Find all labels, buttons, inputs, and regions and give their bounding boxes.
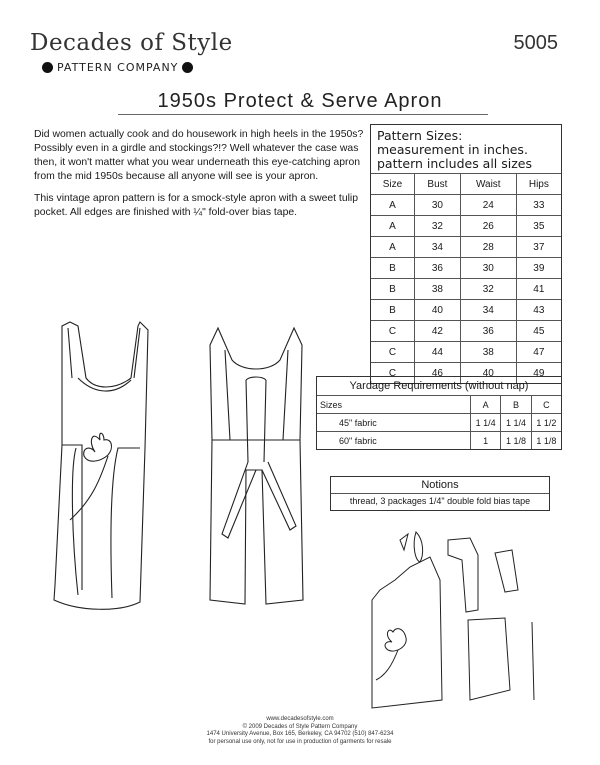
notions-text: thread, 3 packages 1/4" double fold bias tape (349, 496, 531, 506)
pattern-number: 5005 (513, 32, 558, 54)
table-cell: 26 (460, 216, 516, 237)
table-cell: 40 (415, 300, 461, 321)
table-cell: 42 (415, 321, 461, 342)
table-cell: 43 (516, 300, 561, 321)
brand-name: Decades of Style (30, 30, 233, 56)
table-cell: A (371, 195, 415, 216)
table-cell: C (371, 363, 415, 384)
table-cell: 39 (516, 258, 561, 279)
table-cell: B (371, 279, 415, 300)
table-cell: 1 1/2 (531, 414, 561, 432)
yardage-title: Yardage Requirements (without nap) (317, 377, 561, 396)
pattern-pieces (372, 532, 534, 708)
footer-notice: for personal use only, not for use in production of garments for resale (208, 738, 392, 745)
table-cell: 40 (460, 363, 516, 384)
page-title: 1950s Protect & Serve Apron (157, 90, 443, 112)
table-cell: 1 1/4 (501, 414, 531, 432)
sizes-heading-line: measurement in inches. (377, 142, 528, 157)
footer (0, 716, 600, 746)
table-cell: A (371, 216, 415, 237)
column-header: C (531, 396, 561, 414)
footer-copyright: © 2009 Decades of Style Pattern Company (242, 723, 358, 730)
table-cell: C (371, 321, 415, 342)
table-cell: 60" fabric (317, 432, 471, 450)
table-cell: 33 (516, 195, 561, 216)
table-cell: 38 (415, 279, 461, 300)
table-cell: 32 (460, 279, 516, 300)
table-cell: 41 (516, 279, 561, 300)
brand-sub-label: PATTERN COMPANY (57, 61, 179, 74)
table-cell: 45 (516, 321, 561, 342)
intro-paragraph: This vintage apron pattern is for a smock-style apron with a sweet tulip pocket. All edges are finished with ¼" fold-over bias tape. (34, 193, 358, 218)
sizes-heading-line: Pattern Sizes: (377, 128, 463, 143)
table-cell: 44 (415, 342, 461, 363)
column-header: Waist (460, 174, 516, 195)
table-cell: 45" fabric (317, 414, 471, 432)
table-cell: 37 (516, 237, 561, 258)
table-cell: 32 (415, 216, 461, 237)
apron-back-view (210, 328, 303, 604)
table-cell: 34 (460, 300, 516, 321)
table-cell: A (371, 237, 415, 258)
table-cell: 28 (460, 237, 516, 258)
column-header: B (501, 396, 531, 414)
apron-front-view (54, 322, 148, 609)
table-cell: 1 1/4 (471, 414, 501, 432)
column-header: Bust (415, 174, 461, 195)
table-cell: 30 (415, 195, 461, 216)
table-cell: 46 (415, 363, 461, 384)
notions-title: Notions (331, 477, 549, 494)
footer-website[interactable]: www.decadesofstyle.com (266, 716, 334, 722)
table-cell: 1 (471, 432, 501, 450)
table-cell: 24 (460, 195, 516, 216)
table-cell: C (371, 342, 415, 363)
sizes-heading-line: pattern includes all sizes (377, 156, 533, 171)
table-cell: 36 (415, 258, 461, 279)
table-cell: B (371, 258, 415, 279)
table-cell: 36 (460, 321, 516, 342)
column-header: Size (371, 174, 415, 195)
column-header: Sizes (320, 399, 343, 410)
table-cell: 30 (460, 258, 516, 279)
column-header: A (471, 396, 501, 414)
intro-paragraph: Did women actually cook and do housework in high heels in the 1950s? Possibly even in a girdle and stockings?!? Well whatever the case was then, it won't matter what you wear underneath this eye-catching apron from the mid 1950s because all anyone will see is your apron. (34, 129, 364, 182)
table-cell: 1 1/8 (531, 432, 561, 450)
table-cell: B (371, 300, 415, 321)
table-cell: 49 (516, 363, 561, 384)
table-cell: 47 (516, 342, 561, 363)
table-cell: 1 1/8 (501, 432, 531, 450)
table-cell: 35 (516, 216, 561, 237)
column-header: Hips (516, 174, 561, 195)
footer-address: 1474 University Avenue, Box 165, Berkeley, CA 94702 (510) 847-6234 (206, 731, 394, 737)
table-cell: 38 (460, 342, 516, 363)
table-cell: 34 (415, 237, 461, 258)
